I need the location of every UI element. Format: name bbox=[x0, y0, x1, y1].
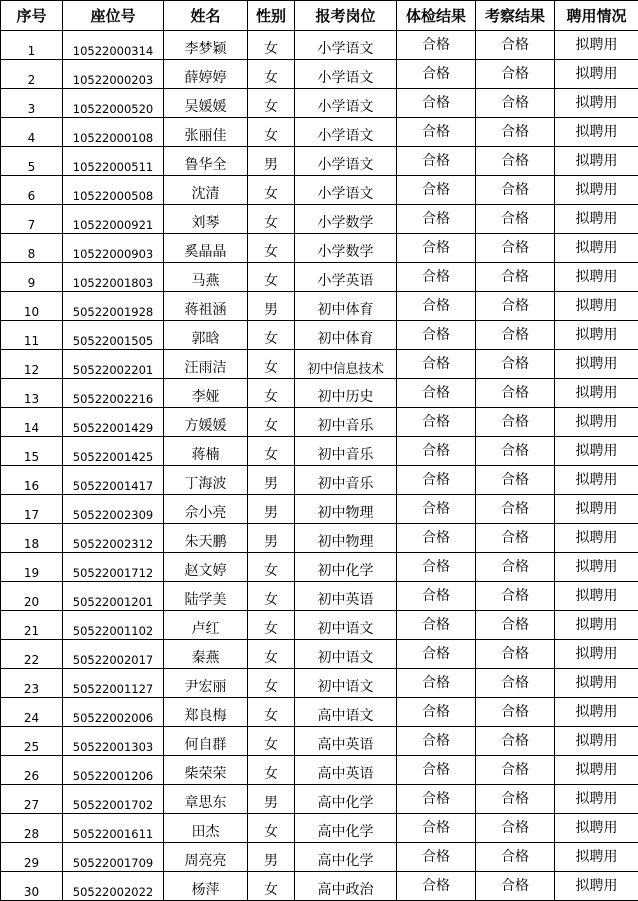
cell-review: 合格 bbox=[476, 31, 555, 60]
cell-name: 尹宏丽 bbox=[164, 669, 248, 698]
cell-exam: 合格 bbox=[397, 698, 476, 727]
cell-gender: 女 bbox=[248, 814, 295, 843]
cell-review: 合格 bbox=[476, 843, 555, 872]
cell-post: 初中化学 bbox=[295, 553, 397, 582]
cell-hire: 拟聘用 bbox=[555, 466, 638, 495]
header-seat: 座位号 bbox=[63, 1, 164, 31]
table-row bbox=[1, 524, 638, 553]
cell-seq: 20 bbox=[1, 582, 63, 611]
cell-hire: 拟聘用 bbox=[555, 553, 638, 582]
cell-review: 合格 bbox=[476, 60, 555, 89]
table-row bbox=[1, 437, 638, 466]
table-row bbox=[1, 611, 638, 640]
cell-seq: 10 bbox=[1, 292, 63, 321]
cell-exam: 合格 bbox=[397, 524, 476, 553]
cell-hire: 拟聘用 bbox=[555, 350, 638, 379]
cell-name: 赵文婷 bbox=[164, 553, 248, 582]
cell-post: 初中语文 bbox=[295, 669, 397, 698]
cell-review: 合格 bbox=[476, 350, 555, 379]
cell-exam: 合格 bbox=[397, 640, 476, 669]
cell-review: 合格 bbox=[476, 321, 555, 350]
cell-post: 高中政治 bbox=[295, 872, 397, 901]
cell-name: 章思东 bbox=[164, 785, 248, 814]
cell-seat: 50522001201 bbox=[63, 582, 164, 611]
cell-gender: 女 bbox=[248, 727, 295, 756]
table-row bbox=[1, 234, 638, 263]
cell-exam: 合格 bbox=[397, 147, 476, 176]
cell-seat: 50522002006 bbox=[63, 698, 164, 727]
cell-gender: 女 bbox=[248, 611, 295, 640]
cell-seq: 27 bbox=[1, 785, 63, 814]
cell-seat: 50522001611 bbox=[63, 814, 164, 843]
cell-review: 合格 bbox=[476, 785, 555, 814]
cell-seat: 50522002309 bbox=[63, 495, 164, 524]
cell-seat: 10522000108 bbox=[63, 118, 164, 147]
cell-name: 郭晗 bbox=[164, 321, 248, 350]
header-gender: 性别 bbox=[248, 1, 295, 31]
cell-exam: 合格 bbox=[397, 843, 476, 872]
cell-exam: 合格 bbox=[397, 553, 476, 582]
cell-seat: 50522001928 bbox=[63, 292, 164, 321]
cell-name: 郑良梅 bbox=[164, 698, 248, 727]
cell-post: 小学语文 bbox=[295, 147, 397, 176]
cell-review: 合格 bbox=[476, 408, 555, 437]
table-row bbox=[1, 727, 638, 756]
cell-seat: 50522001303 bbox=[63, 727, 164, 756]
cell-name: 李娅 bbox=[164, 379, 248, 408]
cell-review: 合格 bbox=[476, 234, 555, 263]
header-post: 报考岗位 bbox=[295, 1, 397, 31]
cell-seq: 21 bbox=[1, 611, 63, 640]
cell-seat: 50522002216 bbox=[63, 379, 164, 408]
cell-hire: 拟聘用 bbox=[555, 31, 638, 60]
table-row bbox=[1, 785, 638, 814]
cell-seat: 10522000508 bbox=[63, 176, 164, 205]
table-row bbox=[1, 466, 638, 495]
cell-seat: 50522001702 bbox=[63, 785, 164, 814]
table-body bbox=[1, 31, 638, 901]
cell-exam: 合格 bbox=[397, 756, 476, 785]
cell-hire: 拟聘用 bbox=[555, 118, 638, 147]
cell-name: 秦燕 bbox=[164, 640, 248, 669]
header-review: 考察结果 bbox=[476, 1, 555, 31]
cell-exam: 合格 bbox=[397, 321, 476, 350]
cell-hire: 拟聘用 bbox=[555, 292, 638, 321]
cell-review: 合格 bbox=[476, 466, 555, 495]
cell-hire: 拟聘用 bbox=[555, 669, 638, 698]
cell-seq: 1 bbox=[1, 31, 63, 60]
cell-post: 小学语文 bbox=[295, 60, 397, 89]
cell-hire: 拟聘用 bbox=[555, 582, 638, 611]
cell-name: 丁海波 bbox=[164, 466, 248, 495]
cell-hire: 拟聘用 bbox=[555, 147, 638, 176]
cell-post: 初中历史 bbox=[295, 379, 397, 408]
cell-exam: 合格 bbox=[397, 582, 476, 611]
cell-name: 陆学美 bbox=[164, 582, 248, 611]
cell-hire: 拟聘用 bbox=[555, 640, 638, 669]
cell-hire: 拟聘用 bbox=[555, 872, 638, 901]
cell-seat: 10522000903 bbox=[63, 234, 164, 263]
cell-review: 合格 bbox=[476, 582, 555, 611]
cell-review: 合格 bbox=[476, 814, 555, 843]
cell-exam: 合格 bbox=[397, 814, 476, 843]
cell-exam: 合格 bbox=[397, 263, 476, 292]
cell-name: 鲁华全 bbox=[164, 147, 248, 176]
cell-exam: 合格 bbox=[397, 437, 476, 466]
cell-gender: 女 bbox=[248, 669, 295, 698]
cell-post: 初中物理 bbox=[295, 495, 397, 524]
cell-post: 初中英语 bbox=[295, 582, 397, 611]
cell-hire: 拟聘用 bbox=[555, 437, 638, 466]
cell-review: 合格 bbox=[476, 205, 555, 234]
cell-review: 合格 bbox=[476, 89, 555, 118]
cell-gender: 女 bbox=[248, 176, 295, 205]
cell-seat: 50522001505 bbox=[63, 321, 164, 350]
table-row bbox=[1, 756, 638, 785]
cell-gender: 女 bbox=[248, 437, 295, 466]
cell-seq: 15 bbox=[1, 437, 63, 466]
cell-seq: 17 bbox=[1, 495, 63, 524]
cell-seq: 9 bbox=[1, 263, 63, 292]
cell-seat: 10522000921 bbox=[63, 205, 164, 234]
cell-gender: 男 bbox=[248, 466, 295, 495]
cell-post: 高中化学 bbox=[295, 843, 397, 872]
cell-review: 合格 bbox=[476, 524, 555, 553]
cell-gender: 女 bbox=[248, 60, 295, 89]
cell-seat: 10522000511 bbox=[63, 147, 164, 176]
cell-name: 薛婷婷 bbox=[164, 60, 248, 89]
cell-name: 马燕 bbox=[164, 263, 248, 292]
cell-seq: 19 bbox=[1, 553, 63, 582]
cell-post: 初中物理 bbox=[295, 524, 397, 553]
cell-seat: 50522001709 bbox=[63, 843, 164, 872]
cell-gender: 女 bbox=[248, 118, 295, 147]
cell-seat: 50522001425 bbox=[63, 437, 164, 466]
cell-gender: 女 bbox=[248, 205, 295, 234]
cell-name: 李梦颖 bbox=[164, 31, 248, 60]
cell-seat: 50522002201 bbox=[63, 350, 164, 379]
cell-name: 方媛媛 bbox=[164, 408, 248, 437]
cell-seq: 3 bbox=[1, 89, 63, 118]
cell-name: 张丽佳 bbox=[164, 118, 248, 147]
cell-seat: 50522001102 bbox=[63, 611, 164, 640]
cell-post: 初中语文 bbox=[295, 611, 397, 640]
cell-review: 合格 bbox=[476, 872, 555, 901]
cell-seat: 50522001429 bbox=[63, 408, 164, 437]
cell-exam: 合格 bbox=[397, 234, 476, 263]
cell-review: 合格 bbox=[476, 640, 555, 669]
table-row bbox=[1, 379, 638, 408]
cell-hire: 拟聘用 bbox=[555, 321, 638, 350]
header-seq: 序号 bbox=[1, 1, 63, 31]
cell-review: 合格 bbox=[476, 263, 555, 292]
cell-exam: 合格 bbox=[397, 495, 476, 524]
cell-hire: 拟聘用 bbox=[555, 89, 638, 118]
cell-exam: 合格 bbox=[397, 466, 476, 495]
table-row bbox=[1, 495, 638, 524]
cell-name: 汪雨洁 bbox=[164, 350, 248, 379]
cell-exam: 合格 bbox=[397, 205, 476, 234]
cell-seq: 29 bbox=[1, 843, 63, 872]
cell-review: 合格 bbox=[476, 698, 555, 727]
cell-seq: 25 bbox=[1, 727, 63, 756]
table-row bbox=[1, 408, 638, 437]
cell-post: 初中体育 bbox=[295, 292, 397, 321]
cell-hire: 拟聘用 bbox=[555, 234, 638, 263]
header-exam: 体检结果 bbox=[397, 1, 476, 31]
cell-seat: 50522001206 bbox=[63, 756, 164, 785]
cell-hire: 拟聘用 bbox=[555, 524, 638, 553]
cell-gender: 女 bbox=[248, 698, 295, 727]
cell-seq: 30 bbox=[1, 872, 63, 901]
cell-post: 初中体育 bbox=[295, 321, 397, 350]
cell-exam: 合格 bbox=[397, 785, 476, 814]
table-row bbox=[1, 118, 638, 147]
cell-hire: 拟聘用 bbox=[555, 263, 638, 292]
cell-seq: 11 bbox=[1, 321, 63, 350]
cell-post: 高中语文 bbox=[295, 698, 397, 727]
cell-gender: 男 bbox=[248, 524, 295, 553]
cell-review: 合格 bbox=[476, 147, 555, 176]
cell-post: 初中音乐 bbox=[295, 437, 397, 466]
cell-gender: 女 bbox=[248, 640, 295, 669]
cell-exam: 合格 bbox=[397, 118, 476, 147]
cell-name: 蒋祖涵 bbox=[164, 292, 248, 321]
cell-gender: 男 bbox=[248, 843, 295, 872]
cell-hire: 拟聘用 bbox=[555, 205, 638, 234]
table-row bbox=[1, 147, 638, 176]
cell-gender: 女 bbox=[248, 31, 295, 60]
cell-hire: 拟聘用 bbox=[555, 843, 638, 872]
cell-gender: 女 bbox=[248, 408, 295, 437]
cell-seat: 50522001417 bbox=[63, 466, 164, 495]
cell-gender: 男 bbox=[248, 495, 295, 524]
table-row bbox=[1, 89, 638, 118]
header-hire: 聘用情况 bbox=[555, 1, 638, 31]
cell-exam: 合格 bbox=[397, 176, 476, 205]
cell-exam: 合格 bbox=[397, 408, 476, 437]
cell-seq: 8 bbox=[1, 234, 63, 263]
cell-seq: 13 bbox=[1, 379, 63, 408]
cell-review: 合格 bbox=[476, 553, 555, 582]
cell-hire: 拟聘用 bbox=[555, 727, 638, 756]
cell-exam: 合格 bbox=[397, 60, 476, 89]
cell-seq: 12 bbox=[1, 350, 63, 379]
cell-seat: 10522001803 bbox=[63, 263, 164, 292]
cell-hire: 拟聘用 bbox=[555, 756, 638, 785]
cell-seat: 50522002312 bbox=[63, 524, 164, 553]
cell-seq: 24 bbox=[1, 698, 63, 727]
table-row bbox=[1, 263, 638, 292]
cell-post: 小学英语 bbox=[295, 263, 397, 292]
cell-hire: 拟聘用 bbox=[555, 611, 638, 640]
cell-exam: 合格 bbox=[397, 611, 476, 640]
table-row bbox=[1, 843, 638, 872]
cell-seq: 23 bbox=[1, 669, 63, 698]
cell-name: 吴媛媛 bbox=[164, 89, 248, 118]
table-row bbox=[1, 60, 638, 89]
cell-name: 刘琴 bbox=[164, 205, 248, 234]
table-row bbox=[1, 640, 638, 669]
cell-seat: 10522000314 bbox=[63, 31, 164, 60]
cell-post: 小学数学 bbox=[295, 205, 397, 234]
cell-gender: 女 bbox=[248, 872, 295, 901]
cell-gender: 女 bbox=[248, 350, 295, 379]
cell-exam: 合格 bbox=[397, 350, 476, 379]
table-row bbox=[1, 872, 638, 901]
cell-gender: 女 bbox=[248, 234, 295, 263]
cell-review: 合格 bbox=[476, 756, 555, 785]
cell-seq: 6 bbox=[1, 176, 63, 205]
cell-seat: 50522001712 bbox=[63, 553, 164, 582]
cell-post: 高中化学 bbox=[295, 814, 397, 843]
cell-hire: 拟聘用 bbox=[555, 408, 638, 437]
header-name: 姓名 bbox=[164, 1, 248, 31]
cell-seat: 50522002017 bbox=[63, 640, 164, 669]
cell-name: 何自群 bbox=[164, 727, 248, 756]
cell-review: 合格 bbox=[476, 611, 555, 640]
header-row bbox=[1, 1, 638, 31]
cell-gender: 女 bbox=[248, 321, 295, 350]
table-row bbox=[1, 698, 638, 727]
cell-name: 朱天鹏 bbox=[164, 524, 248, 553]
cell-post: 小学语文 bbox=[295, 118, 397, 147]
table-row bbox=[1, 292, 638, 321]
table-row bbox=[1, 176, 638, 205]
cell-exam: 合格 bbox=[397, 31, 476, 60]
cell-post: 高中英语 bbox=[295, 756, 397, 785]
cell-name: 周亮亮 bbox=[164, 843, 248, 872]
cell-post: 初中音乐 bbox=[295, 466, 397, 495]
cell-seq: 2 bbox=[1, 60, 63, 89]
cell-exam: 合格 bbox=[397, 872, 476, 901]
cell-seq: 4 bbox=[1, 118, 63, 147]
cell-seat: 50522001127 bbox=[63, 669, 164, 698]
cell-seq: 18 bbox=[1, 524, 63, 553]
table-row bbox=[1, 582, 638, 611]
cell-seq: 28 bbox=[1, 814, 63, 843]
cell-seq: 5 bbox=[1, 147, 63, 176]
cell-review: 合格 bbox=[476, 118, 555, 147]
cell-exam: 合格 bbox=[397, 669, 476, 698]
cell-hire: 拟聘用 bbox=[555, 379, 638, 408]
cell-review: 合格 bbox=[476, 176, 555, 205]
cell-gender: 女 bbox=[248, 756, 295, 785]
cell-review: 合格 bbox=[476, 727, 555, 756]
cell-post: 初中音乐 bbox=[295, 408, 397, 437]
cell-review: 合格 bbox=[476, 495, 555, 524]
cell-hire: 拟聘用 bbox=[555, 698, 638, 727]
cell-seq: 14 bbox=[1, 408, 63, 437]
cell-review: 合格 bbox=[476, 379, 555, 408]
cell-seq: 16 bbox=[1, 466, 63, 495]
cell-name: 卢红 bbox=[164, 611, 248, 640]
cell-exam: 合格 bbox=[397, 727, 476, 756]
table-row bbox=[1, 553, 638, 582]
cell-seat: 10522000203 bbox=[63, 60, 164, 89]
cell-seq: 26 bbox=[1, 756, 63, 785]
cell-post: 高中英语 bbox=[295, 727, 397, 756]
cell-gender: 男 bbox=[248, 292, 295, 321]
cell-seq: 22 bbox=[1, 640, 63, 669]
cell-review: 合格 bbox=[476, 292, 555, 321]
cell-name: 奚晶晶 bbox=[164, 234, 248, 263]
cell-exam: 合格 bbox=[397, 379, 476, 408]
cell-post: 初中信息技术 bbox=[295, 350, 397, 379]
cell-name: 杨萍 bbox=[164, 872, 248, 901]
table-row bbox=[1, 31, 638, 60]
cell-gender: 女 bbox=[248, 379, 295, 408]
cell-hire: 拟聘用 bbox=[555, 785, 638, 814]
cell-hire: 拟聘用 bbox=[555, 814, 638, 843]
cell-hire: 拟聘用 bbox=[555, 60, 638, 89]
cell-post: 初中语文 bbox=[295, 640, 397, 669]
cell-exam: 合格 bbox=[397, 292, 476, 321]
cell-gender: 女 bbox=[248, 263, 295, 292]
cell-review: 合格 bbox=[476, 669, 555, 698]
cell-exam: 合格 bbox=[397, 89, 476, 118]
table-row bbox=[1, 205, 638, 234]
cell-review: 合格 bbox=[476, 437, 555, 466]
cell-post: 小学语文 bbox=[295, 176, 397, 205]
cell-gender: 女 bbox=[248, 89, 295, 118]
cell-name: 沈清 bbox=[164, 176, 248, 205]
table-row bbox=[1, 321, 638, 350]
cell-gender: 女 bbox=[248, 553, 295, 582]
cell-name: 田杰 bbox=[164, 814, 248, 843]
cell-seat: 10522000520 bbox=[63, 89, 164, 118]
cell-post: 小学语文 bbox=[295, 89, 397, 118]
cell-seq: 7 bbox=[1, 205, 63, 234]
cell-hire: 拟聘用 bbox=[555, 495, 638, 524]
cell-post: 小学语文 bbox=[295, 31, 397, 60]
table-row bbox=[1, 669, 638, 698]
cell-name: 蒋楠 bbox=[164, 437, 248, 466]
cell-post: 小学数学 bbox=[295, 234, 397, 263]
table-row bbox=[1, 350, 638, 379]
cell-name: 佘小亮 bbox=[164, 495, 248, 524]
cell-gender: 男 bbox=[248, 147, 295, 176]
cell-hire: 拟聘用 bbox=[555, 176, 638, 205]
cell-seat: 50522002022 bbox=[63, 872, 164, 901]
cell-post: 高中化学 bbox=[295, 785, 397, 814]
cell-name: 柴荣荣 bbox=[164, 756, 248, 785]
cell-gender: 男 bbox=[248, 785, 295, 814]
cell-gender: 女 bbox=[248, 582, 295, 611]
table-row bbox=[1, 814, 638, 843]
